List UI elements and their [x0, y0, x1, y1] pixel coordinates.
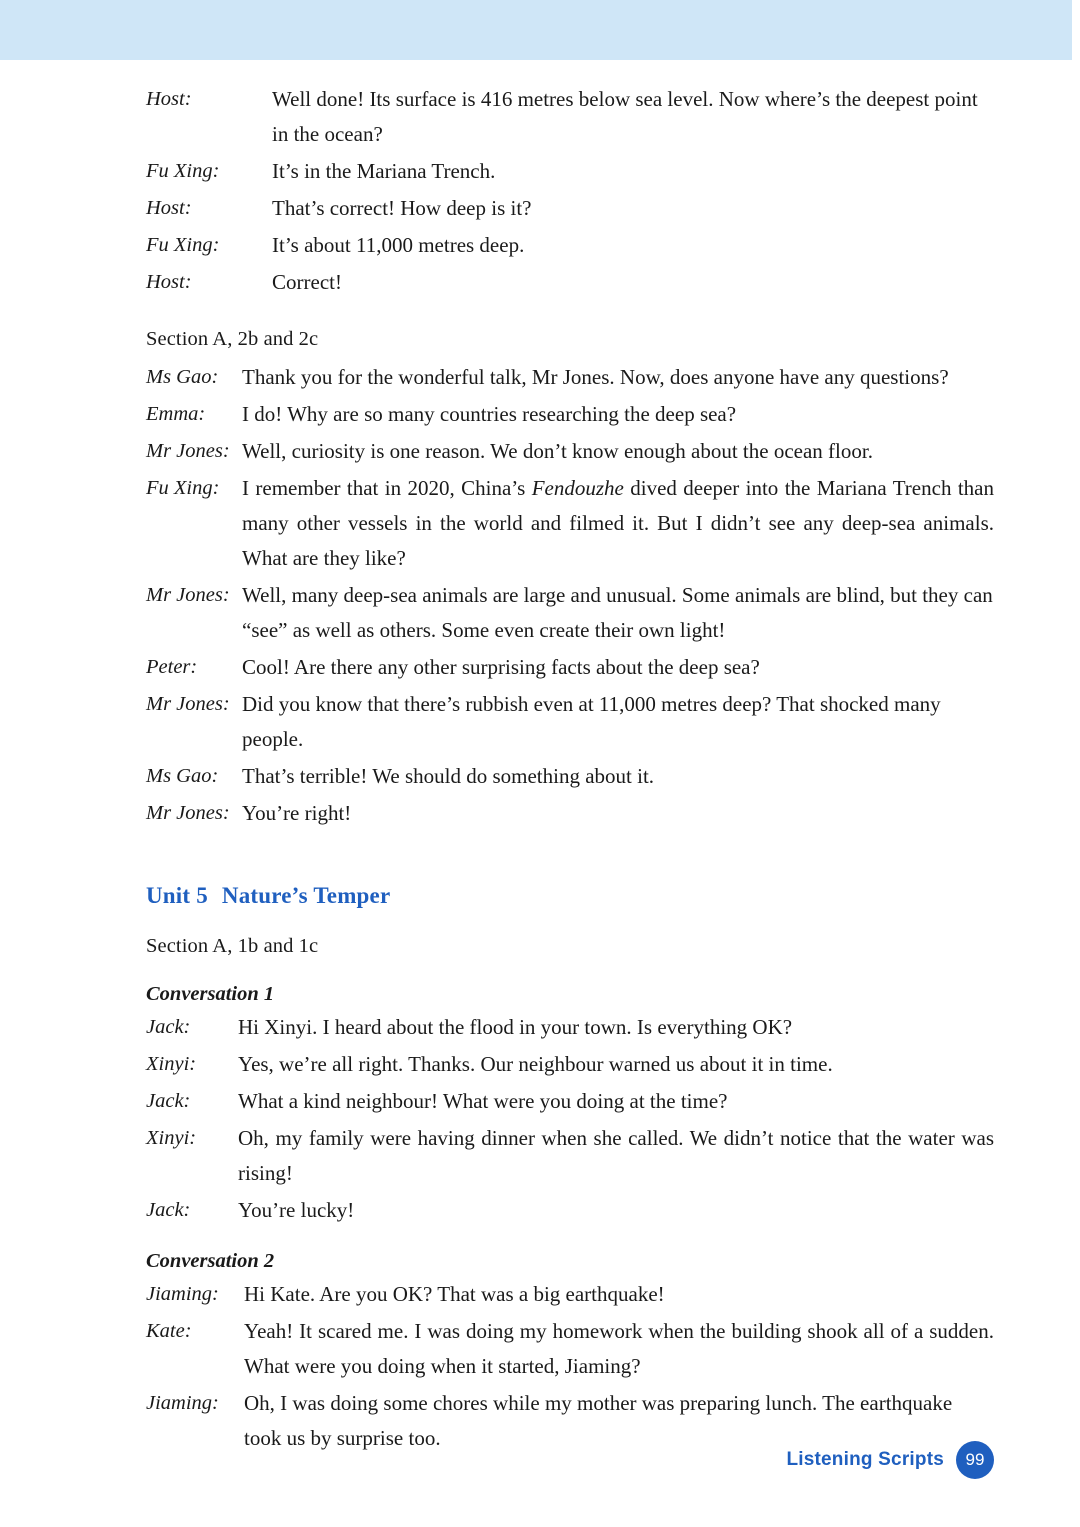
unit-number: Unit 5 [146, 883, 208, 908]
dialogue-row [146, 687, 994, 757]
dialogue-text-post: dived deeper into the Mariana Trench than many other vessels in the world and filmed it. But I didn’t see any deep-sea animals. What are they like? [242, 476, 994, 570]
dialogue-text: Yeah! It scared me. I was doing my homework when the building shook all of a sudden. What were you doing when it started, Jiaming? [244, 1319, 994, 1378]
dialogue-text: Well, curiosity is one reason. We don’t know enough about the ocean floor. [242, 439, 873, 463]
dialogue-text: Oh, I was doing some chores while my mother was preparing lunch. The earthquake took us by surprise too. [244, 1391, 953, 1450]
speaker-label: Mr Jones: [146, 584, 230, 606]
dialogue-text: What a kind neighbour! What were you doing at the time? [238, 1089, 728, 1113]
speaker-label: Jiaming: [146, 1283, 219, 1305]
section-heading-1b1c: Section A, 1b and 1c [146, 935, 319, 957]
dialogue-text: Hi Kate. Are you OK? That was a big earthquake! [244, 1282, 665, 1306]
dialogue-row [146, 82, 994, 152]
dialogue-text: That’s correct! How deep is it? [272, 196, 532, 220]
dialogue-row [146, 228, 994, 263]
speaker-label: Fu Xing: [146, 477, 220, 499]
dialogue-row [146, 265, 994, 300]
speaker-label: Jiaming: [146, 1392, 219, 1414]
dialogue-row [146, 1314, 994, 1384]
speaker-label: Jack: [146, 1016, 191, 1038]
speaker-label: Ms Gao: [146, 765, 219, 787]
dialogue-row [146, 154, 994, 189]
dialogue-row [146, 1277, 994, 1312]
dialogue-text: Did you know that there’s rubbish even at 11,000 metres deep? That shocked many people. [242, 692, 941, 751]
speaker-label: Ms Gao: [146, 366, 219, 388]
dialogue-row [146, 471, 994, 576]
dialogue-row [146, 1193, 994, 1228]
dialogue-text-pre: I remember that in 2020, China’s [242, 476, 532, 500]
speaker-label: Host: [146, 88, 192, 110]
dialogue-row [146, 650, 994, 685]
dialogue-row [146, 360, 994, 395]
speaker-label: Mr Jones: [146, 693, 230, 715]
dialogue-row [146, 1121, 994, 1191]
dialogue-text: Well, many deep-sea animals are large and unusual. Some animals are blind, but they can “see” as well as others. Some even create their own light! [242, 583, 993, 642]
dialogue-row [146, 796, 994, 831]
unit-name: Nature’s Temper [221, 883, 391, 908]
dialogue-row [146, 1047, 994, 1082]
speaker-label: Xinyi: [146, 1053, 197, 1075]
dialogue-text: Yes, we’re all right. Thanks. Our neighbour warned us about it in time. [238, 1052, 833, 1076]
dialogue-text: Cool! Are there any other surprising facts about the deep sea? [242, 655, 760, 679]
speaker-label: Host: [146, 197, 192, 219]
dialogue-text: It’s in the Mariana Trench. [272, 159, 496, 183]
dialogue-text: You’re right! [242, 801, 352, 825]
speaker-label: Kate: [146, 1320, 192, 1342]
dialogue-text: Thank you for the wonderful talk, Mr Jones. Now, does anyone have any questions? [242, 365, 949, 389]
dialogue-row [146, 759, 994, 794]
speaker-label: Fu Xing: [146, 160, 220, 182]
speaker-label: Mr Jones: [146, 802, 230, 824]
dialogue-row [146, 397, 994, 432]
speaker-label: Emma: [146, 403, 206, 425]
dialogue-text: Well done! Its surface is 416 metres below sea level. Now where’s the deepest point in the ocean? [272, 87, 978, 146]
top-decorative-band [0, 0, 1080, 60]
page-footer [786, 1441, 994, 1479]
page-content [146, 82, 994, 1458]
dialogue-row [146, 434, 994, 469]
dialogue-text: You’re lucky! [238, 1198, 355, 1222]
speaker-label: Xinyi: [146, 1127, 197, 1149]
page-number-badge: 99 [956, 1441, 994, 1479]
dialogue-text [242, 471, 994, 576]
speaker-label: Host: [146, 271, 192, 293]
dialogue-text: Hi Xinyi. I heard about the flood in your town. Is everything OK? [238, 1015, 793, 1039]
speaker-label: Peter: [146, 656, 198, 678]
unit-title [146, 883, 994, 909]
dialogue-row [146, 1010, 994, 1045]
footer-label: Listening Scripts [786, 1449, 944, 1470]
dialogue-block-2b2c [146, 360, 994, 831]
speaker-label: Mr Jones: [146, 440, 230, 462]
top-band-right-gap [1072, 0, 1080, 60]
conversation-2-heading: Conversation 2 [146, 1250, 275, 1272]
speaker-label: Jack: [146, 1199, 191, 1221]
dialogue-block-conversation-1 [146, 1010, 994, 1228]
conversation-1-heading: Conversation 1 [146, 983, 275, 1005]
dialogue-block-conversation-2 [146, 1277, 994, 1456]
dialogue-text: Correct! [272, 270, 342, 294]
dialogue-row [146, 1084, 994, 1119]
dialogue-text-italic: Fendouzhe [531, 476, 624, 500]
dialogue-text: That’s terrible! We should do something about it. [242, 764, 655, 788]
speaker-label: Fu Xing: [146, 234, 220, 256]
dialogue-row [146, 578, 994, 648]
section-heading-2b2c: Section A, 2b and 2c [146, 328, 319, 350]
dialogue-block-continued [146, 82, 994, 300]
dialogue-text: I do! Why are so many countries researching the deep sea? [242, 402, 737, 426]
dialogue-text: It’s about 11,000 metres deep. [272, 233, 525, 257]
dialogue-text: Oh, my family were having dinner when she called. We didn’t notice that the water was rising! [238, 1126, 994, 1185]
speaker-label: Jack: [146, 1090, 191, 1112]
dialogue-row [146, 191, 994, 226]
